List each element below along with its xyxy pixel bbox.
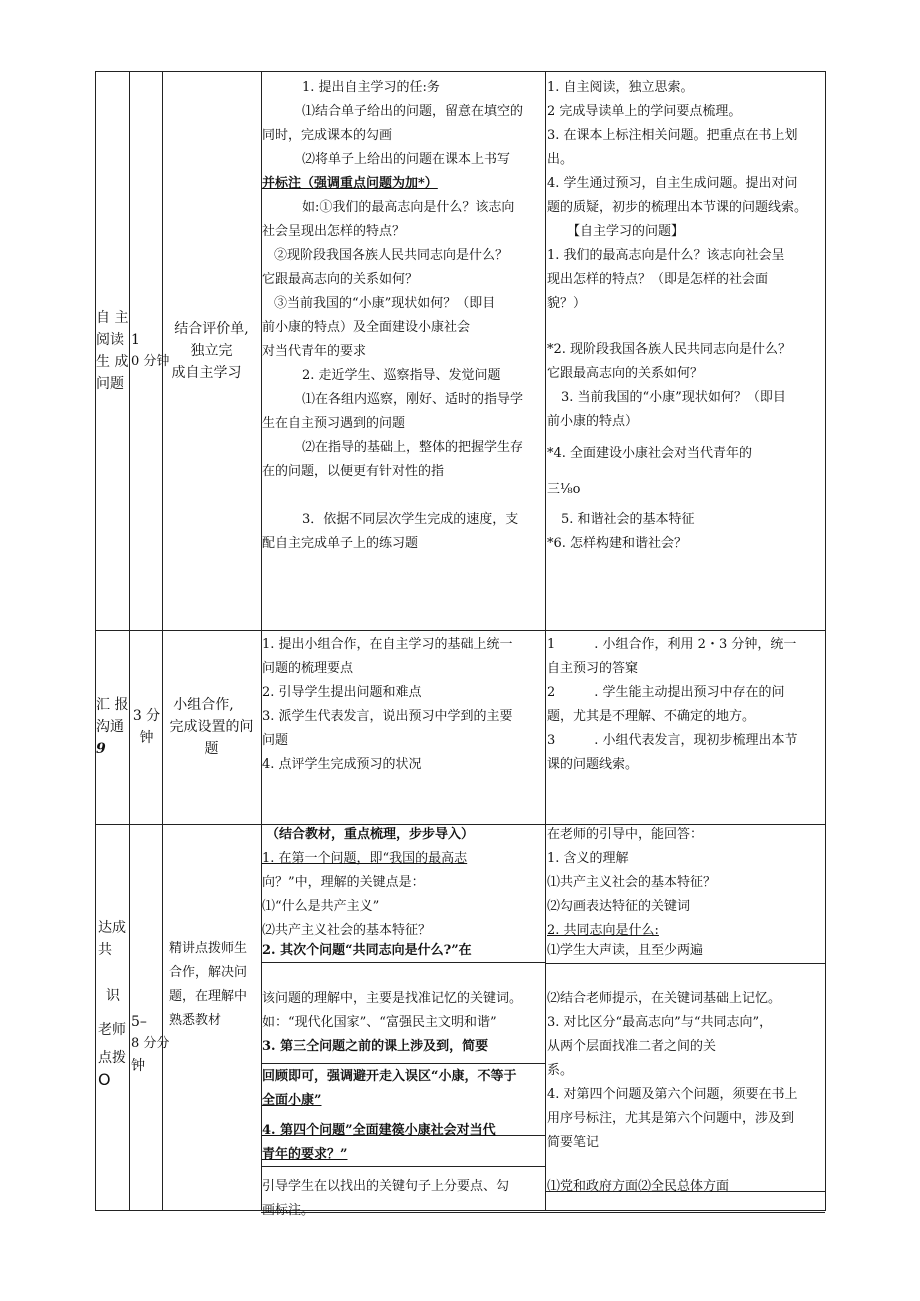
teacher-line: 社会呈现出怎样的特点？ bbox=[262, 224, 406, 239]
teacher-line: 4. 点评学生完成预习的状况 bbox=[262, 757, 422, 772]
teacher-line: 1. 提出自主学习的任:务 bbox=[302, 80, 440, 95]
student-line: 题的质疑，初步的梳理出本节课的问题线索。 bbox=[547, 200, 808, 215]
teacher-line: 向？”中，理解的关键点是： bbox=[262, 875, 425, 890]
teacher-activity-report bbox=[262, 633, 545, 821]
teacher-line: 配自主完成单子上的练习题 bbox=[262, 536, 419, 551]
teacher-line: 青年的要求？” bbox=[262, 1147, 348, 1162]
student-line: ⑴学生大声读，且至少两遍 bbox=[547, 943, 704, 958]
stage-time-report bbox=[130, 631, 163, 823]
stage-name-line: 识 bbox=[106, 988, 120, 1004]
student-line: *4. 全面建设小康社会对当代青年的 bbox=[547, 446, 753, 461]
teacher-line: 全面小康” bbox=[262, 1093, 322, 1108]
time-line: 钟 bbox=[131, 1058, 145, 1074]
student-line: 1. 我们的最高志向是什么？该志向社会呈 bbox=[547, 248, 785, 263]
stage-name-line: 阅读 bbox=[96, 332, 124, 348]
stage-time-self-study bbox=[130, 72, 170, 630]
stage-name-line: 老师 bbox=[98, 1022, 126, 1038]
student-line: ⑴党和政府方面⑵全民总体方面 bbox=[547, 1179, 730, 1194]
student-line: 它跟最高志向的关系如何？ bbox=[547, 366, 704, 381]
teacher-activity-self-study bbox=[262, 76, 545, 628]
method-line: 题，在理解中 bbox=[169, 989, 248, 1004]
student-line: 从两个层面找准二者之间的关 bbox=[547, 1039, 717, 1054]
student-line: 现出怎样的特点？（即是怎样的社会面 bbox=[547, 272, 769, 287]
time-line: 3 分 bbox=[132, 708, 161, 724]
teacher-line: 问题的梳理要点 bbox=[262, 661, 354, 676]
teacher-line: ⑴在各组内巡察，刚好、适时的指导学 bbox=[302, 392, 524, 407]
student-activity-consensus-bottom bbox=[547, 987, 825, 1209]
column-divider bbox=[545, 72, 546, 1210]
teacher-line-heading: （结合教材，重点梳理，步步导入） bbox=[266, 827, 475, 842]
method-line: 合作，解决问 bbox=[169, 965, 248, 980]
teacher-line: 如：“现代化国家”、“富强民主文明和谐” bbox=[262, 1015, 497, 1030]
student-line: 2 完成导读单上的学问要点梳理。 bbox=[547, 104, 742, 119]
teacher-line: 回顾即可，强调避开走入误区“小康，不等于 bbox=[262, 1069, 517, 1084]
stage-name-line: 生 成 bbox=[96, 354, 129, 370]
stage-name-line: 问题 bbox=[96, 376, 124, 392]
student-line: *6. 怎样构建和谐社会？ bbox=[547, 536, 688, 551]
teacher-line: ②现阶段我国各族人民共同志向是什么？ bbox=[274, 248, 509, 263]
method-line: 精讲点拨师生 bbox=[169, 941, 248, 956]
student-line: 3. 在课本上标注相关问题。把重点在书上划 bbox=[547, 128, 798, 143]
student-line: 貌？） bbox=[547, 296, 587, 311]
student-line: 2 . 学生能主动提出预习中存在的问 bbox=[547, 685, 785, 700]
teacher-line: 它跟最高志向的关系如何？ bbox=[262, 272, 419, 287]
teacher-line: ⑵共产主义社会的基本特征？ bbox=[262, 923, 432, 938]
teacher-line: 2. 走近学生、巡察指导、发觉问题 bbox=[302, 368, 501, 383]
stage-name-self-study bbox=[96, 72, 129, 630]
teacher-line: 对当代青年的要求 bbox=[262, 344, 367, 359]
cell-split bbox=[545, 963, 825, 964]
student-line: *2. 现阶段我国各族人民共同志向是什么？ bbox=[547, 342, 792, 357]
stage-name-line: 汇 报 bbox=[96, 697, 129, 713]
teacher-line: 在的问题，以便更有针对性的指 bbox=[262, 464, 445, 479]
method-line: 小组合作, bbox=[173, 697, 234, 713]
teacher-line: 1. 在第一个问题，即“我国的最高志 bbox=[262, 851, 468, 866]
method-line: 独立完 bbox=[190, 343, 233, 359]
teacher-line: ③当前我国的“小康”现状如何？（即目 bbox=[274, 296, 496, 311]
time-line: 钟 bbox=[139, 730, 154, 746]
teacher-line: 3. 第三仝问题之前的课上涉及到，简要 bbox=[262, 1039, 489, 1054]
student-line: 用序号标注，尤其是第六个问题中，涉及到 bbox=[547, 1111, 795, 1126]
teacher-line: 如:①我们的最高志向是什么？该志向 bbox=[302, 200, 515, 215]
teacher-line: 2. 其次个问题“共同志向是什么?”在 bbox=[262, 943, 472, 958]
student-line: 3. 对比区分“最高志向”与“共同志向”， bbox=[547, 1015, 773, 1030]
stage-name-line: 点拨 bbox=[98, 1050, 126, 1066]
teacher-line: 1. 提出小组合作，在自主学习的基础上统一 bbox=[262, 637, 513, 652]
student-line: 系。 bbox=[547, 1063, 574, 1078]
time-line: 0 分钟 bbox=[131, 354, 170, 369]
teacher-line-emphasis: 并标注（强调重点问题为加*） bbox=[262, 176, 438, 191]
cell-split bbox=[261, 962, 546, 963]
student-activity-self-study bbox=[547, 76, 825, 628]
stage-name-consensus bbox=[96, 825, 129, 1211]
method-line: 结合评价单, bbox=[174, 321, 249, 337]
student-line: 简要笔记 bbox=[547, 1135, 600, 1150]
student-line: 4. 对第四个问题及第六个问题，须要在书上 bbox=[547, 1087, 798, 1102]
method-line: 题 bbox=[204, 741, 219, 757]
teacher-line: 画标注。 bbox=[262, 1203, 315, 1218]
stage-name-line: 自 主 bbox=[96, 310, 129, 326]
teacher-line: ⑵在指导的基础上，整体的把握学生存 bbox=[302, 440, 524, 455]
time-line: 1 bbox=[131, 332, 140, 348]
teacher-line: ⑴“什么是共产主义” bbox=[262, 899, 380, 914]
stage-name-line: O bbox=[98, 1070, 111, 1089]
teacher-line: 4. 第四个问题”全面建篌小康社会对当代 bbox=[262, 1123, 496, 1138]
student-line: 5. 和谐社会的基本特征 bbox=[561, 512, 695, 527]
time-line: 5– bbox=[131, 1014, 147, 1030]
time-line: 8 分分 bbox=[131, 1036, 170, 1051]
stage-name-line: 沟通 bbox=[96, 719, 124, 735]
method-line: 完成设置的问 bbox=[169, 719, 254, 735]
student-line: ⑵结合老师提示，在关键词基础上记忆。 bbox=[547, 991, 782, 1006]
student-line: 1. 含义的理解 bbox=[547, 851, 629, 866]
student-line: ⑵勾画表达特征的关键词 bbox=[547, 899, 691, 914]
student-line: ⑴共产主义社会的基本特征？ bbox=[547, 875, 717, 890]
stage-method-report bbox=[163, 631, 260, 823]
student-line: 1 . 小组合作，利用 2・3 分钟，统一 bbox=[547, 637, 797, 652]
teacher-activity-consensus-top bbox=[262, 823, 545, 961]
student-line: 1. 自主阅读，独立思索。 bbox=[547, 80, 694, 95]
teacher-line: 生在自主预习遇到的问题 bbox=[262, 416, 406, 431]
student-activity-report bbox=[547, 633, 825, 821]
student-line: 题，尤其是不理解、不确定的地方。 bbox=[547, 709, 756, 724]
teacher-line: 前小康的特点）及全面建设小康社会 bbox=[262, 320, 471, 335]
teacher-line: 3．依据不同层次学生完成的速度，支 bbox=[302, 512, 519, 527]
stage-name-line: 共 bbox=[98, 942, 112, 958]
student-activity-consensus-top bbox=[547, 823, 825, 962]
teacher-line: 该问题的理解中，主要是找准记忆的关键词。 bbox=[262, 991, 523, 1006]
method-line: 成自主学习 bbox=[171, 365, 242, 381]
teacher-line: 问题 bbox=[262, 733, 289, 748]
teacher-line: ⑴结合单子给出的问题，留意在填空的 bbox=[302, 104, 524, 119]
stage-method-consensus bbox=[163, 825, 260, 1211]
student-line: 自主预习的答窠 bbox=[547, 661, 639, 676]
student-line: 课的问题线索。 bbox=[547, 757, 639, 772]
student-line: 2. 共同志向是什么: bbox=[547, 923, 659, 938]
stage-name-line: 达成 bbox=[98, 920, 126, 936]
student-line: 4. 学生通过预习，自主生成问题。提出对问 bbox=[547, 176, 798, 191]
teacher-line: ⑵将单子上给出的问题在课本上书写 bbox=[302, 152, 511, 167]
method-line: 熟悉教材 bbox=[169, 1013, 222, 1028]
stage-name-report bbox=[96, 631, 129, 823]
student-line: 3 . 小组代表发言，现初步梳理出本节 bbox=[547, 733, 798, 748]
student-line: 出。 bbox=[547, 152, 574, 167]
teacher-line: 引导学生在以找出的关键句子上分要点、勾 bbox=[262, 1179, 510, 1194]
student-line: 3. 当前我国的“小康”现状如何？（即目 bbox=[561, 390, 786, 405]
stage-method-self-study bbox=[163, 72, 260, 630]
teacher-line: 2. 引导学生提出问题和难点 bbox=[262, 685, 422, 700]
student-subheading: 【自主学习的问题】 bbox=[567, 224, 685, 239]
student-line: 在老师的引导中，能回答： bbox=[547, 827, 704, 842]
teacher-activity-consensus-bottom bbox=[262, 987, 545, 1218]
stage-time-consensus bbox=[130, 825, 170, 1211]
teacher-line: 3. 派学生代表发言，说出预习中学到的主要 bbox=[262, 709, 513, 724]
student-line: 前小康的特点） bbox=[547, 414, 639, 429]
student-line: 三⅛o bbox=[547, 482, 581, 497]
teacher-line: 同时，完成课本的勾画 bbox=[262, 128, 393, 143]
stage-name-line: 9 bbox=[96, 741, 106, 757]
